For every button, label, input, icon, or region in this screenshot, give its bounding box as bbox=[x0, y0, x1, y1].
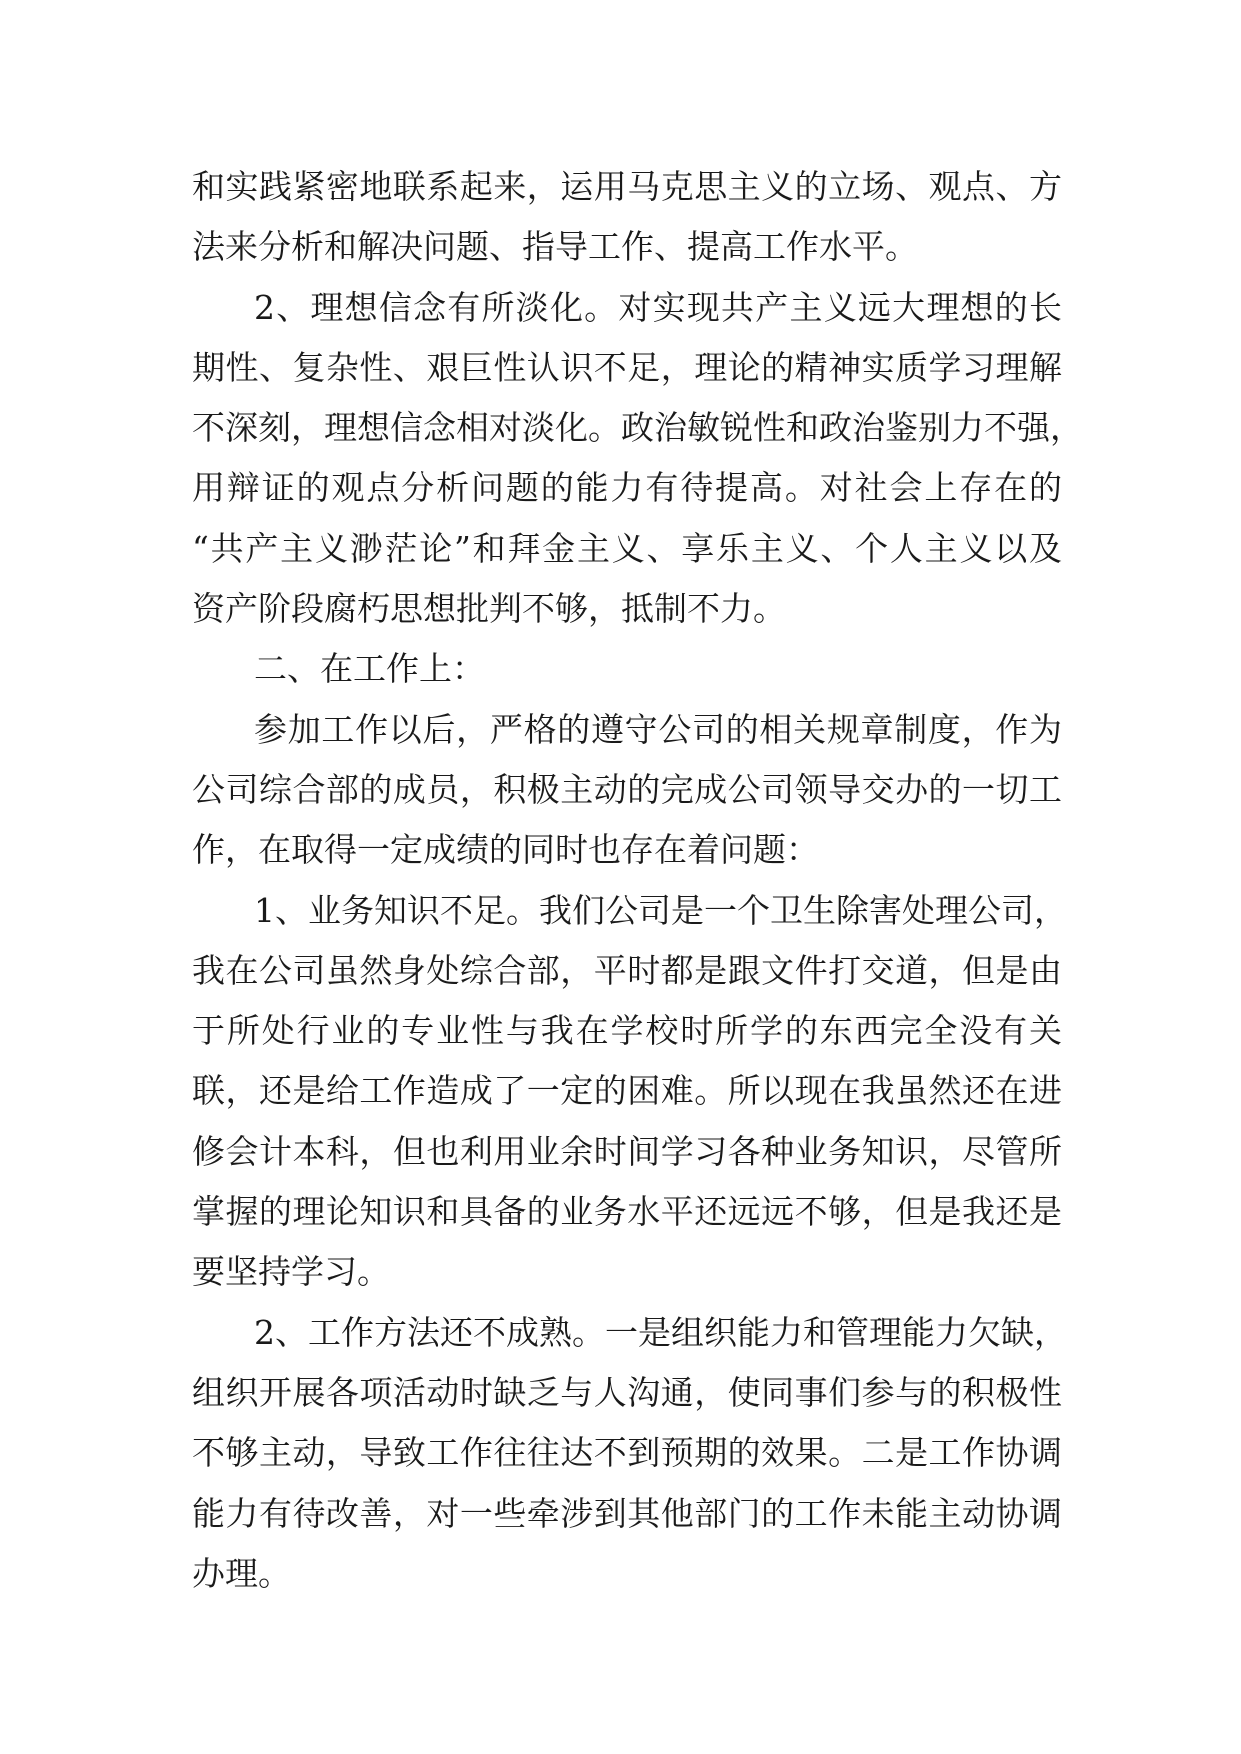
text-line: 于所处行业的专业性与我在学校时所学的东西完全没有关 bbox=[192, 1011, 1062, 1051]
text-line: 作，在取得一定成绩的同时也存在着问题： bbox=[192, 830, 819, 870]
text-line: 用辩证的观点分析问题的能力有待提高。对社会上存在的 bbox=[192, 468, 1062, 508]
text-line: 不够主动，导致工作往往达不到预期的效果。二是工作协调 bbox=[192, 1433, 1062, 1473]
text-line: 参加工作以后，严格的遵守公司的相关规章制度，作为 bbox=[254, 709, 1062, 749]
text-line: 办理。 bbox=[192, 1553, 291, 1593]
text-line: 1、业务知识不足。我们公司是一个卫生除害处理公司， bbox=[254, 890, 1067, 930]
text-line: 期性、复杂性、艰巨性认识不足，理论的精神实质学习理解 bbox=[192, 347, 1062, 387]
text-line: 组织开展各项活动时缺乏与人沟通，使同事们参与的积极性 bbox=[192, 1372, 1062, 1412]
text-line: 不深刻，理想信念相对淡化。政治敏锐性和政治鉴别力不强， bbox=[192, 408, 1083, 448]
text-line: 我在公司虽然身处综合部，平时都是跟文件打交道，但是由 bbox=[192, 950, 1062, 990]
text-line: 和实践紧密地联系起来，运用马克思主义的立场、观点、方 bbox=[192, 167, 1062, 206]
text-line: 联，还是给工作造成了一定的困难。所以现在我虽然还在进 bbox=[192, 1071, 1062, 1111]
text-line: 2、理想信念有所淡化。对实现共产主义远大理想的长 bbox=[254, 287, 1062, 327]
document-body bbox=[192, 157, 1083, 1604]
text-line: 要坚持学习。 bbox=[192, 1252, 390, 1292]
text-line: 二、在工作上： bbox=[254, 649, 485, 689]
text-line: “共产主义渺茫论”和拜金主义、享乐主义、个人主义以及 bbox=[192, 528, 1062, 568]
text-line: 2、工作方法还不成熟。一是组织能力和管理能力欠缺， bbox=[254, 1312, 1067, 1352]
text-line: 修会计本科，但也利用业余时间学习各种业务知识，尽管所 bbox=[192, 1131, 1062, 1171]
text-line: 资产阶段腐朽思想批判不够，抵制不力。 bbox=[192, 589, 786, 629]
text-line: 掌握的理论知识和具备的业务水平还远远不够，但是我还是 bbox=[192, 1192, 1062, 1232]
text-line: 法来分析和解决问题、指导工作、提高工作水平。 bbox=[192, 227, 918, 267]
text-line: 能力有待改善，对一些牵涉到其他部门的工作未能主动协调 bbox=[192, 1493, 1062, 1533]
text-line: 公司综合部的成员，积极主动的完成公司领导交办的一切工 bbox=[192, 769, 1062, 809]
